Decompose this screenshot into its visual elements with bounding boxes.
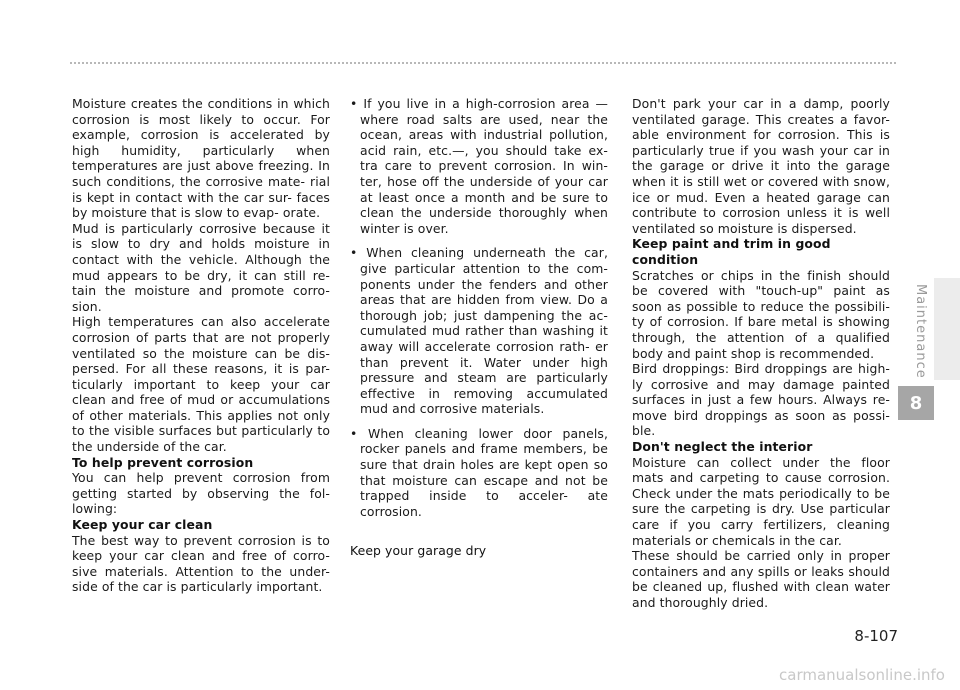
top-divider xyxy=(70,62,896,64)
paragraph-mud: Mud is particularly corrosive because it is slow to dry and holds moisture in contact with the vehicle. Although the mud appears to be dry, it can still re- tain the moisture and promote corro- sion. xyxy=(72,220,330,314)
bullet-cleaning-underneath: • When cleaning underneath the car, give particular attention to the com- ponents under the fenders and other areas that are hidden from view. Do a thorough job; just dampening the ac- cumulated mud rather than washing it away will accelerate corrosion rath- er than prevent it. Water under high pressure and steam are particularly effective in removing accumulated mud and corrosive materials. xyxy=(350,245,608,417)
chapter-number-badge: 8 xyxy=(898,386,934,420)
paragraph-bird-droppings: Bird droppings: Bird droppings are high- ly corrosive and may damage painted surfaces in just a few hours. Always re- move bird droppings as soon as possi- ble. xyxy=(632,361,890,439)
text-column-left xyxy=(72,96,330,595)
bullet-high-corrosion-area: • If you live in a high-corrosion area — where road salts are used, near the ocean, areas with industrial pollution, acid rain, etc.—, you should take ex- tra care to prevent corrosion. In win- ter, hose off the underside of your car at least once a month and be sure to clean the underside thoroughly when winter is over. xyxy=(350,96,608,236)
section-tab xyxy=(934,278,960,380)
paragraph-floor-mats: Moisture can collect under the floor mats and carpeting to cause corrosion. Check under the mats periodically to be sure the carpeting is dry. Use particular care if you carry fertilizers, cleaning materials or chemicals in the car. xyxy=(632,454,890,548)
page-number: 8-107 xyxy=(854,627,898,645)
heading-garage-dry: Keep your garage dry xyxy=(350,543,487,559)
heading-prevent-corrosion: To help prevent corrosion xyxy=(72,454,254,470)
paragraph-moisture: Moisture creates the conditions in which corrosion is most likely to occur. For example, corrosion is accelerated by high humidity, particularly when temperatures are just above freezing. In such conditions, the corrosive mate- rial is kept in contact with the car sur- faces by moisture that is slow to evap- orate. xyxy=(72,96,330,221)
section-label: Maintenance xyxy=(913,284,928,379)
paragraph-keep-clean: The best way to prevent corrosion is to keep your car clean and free of corro- sive materials. Attention to the under- side of the car is particularly important. xyxy=(72,532,330,595)
heading-paint-trim: Keep paint and trim in good condition xyxy=(632,236,831,267)
paragraph-garage: Don't park your car in a damp, poorly ventilated garage. This creates a favor- able environment for corrosion. This is particularly true if you wash your car in the garage or drive it into the garage when it is still wet or covered with snow, ice or mud. Even a heated garage can contribute to corrosion unless it is well ventilated so moisture is dispersed. xyxy=(632,96,890,236)
bullet-lower-door-panels: • When cleaning lower door panels, rocker panels and frame members, be sure that drain holes are kept open so that moisture can escape and not be trapped inside to acceler- ate corrosion. xyxy=(350,425,608,519)
heading-keep-car-clean: Keep your car clean xyxy=(72,517,213,533)
paragraph-high-temperatures: High temperatures can also accelerate corrosion of parts that are not properly ventilated so the moisture can be dis- persed. For all these reasons, it is par- ticularly important to keep your car clean and free of mud or accumulations of other materials. This applies not only to the visible surfaces but particularly to the underside of the car. xyxy=(72,314,330,455)
heading-interior: Don't neglect the interior xyxy=(632,439,813,455)
paragraph-scratches: Scratches or chips in the finish should be covered with "touch-up" paint as soon as possible to reduce the possibili- ty of corrosion. If bare metal is showing through, the attention of a qualified body and paint shop is recommended. xyxy=(632,267,890,361)
paragraph-containers: These should be carried only in proper containers and any spills or leaks should be cleaned up, flushed with clean water and thoroughly dried. xyxy=(632,548,890,610)
text-column-middle xyxy=(350,96,608,559)
watermark: carmanualsonline.info xyxy=(779,666,945,684)
paragraph-prevent-intro: You can help prevent corrosion from getting started by observing the fol- lowing: xyxy=(72,470,330,517)
text-column-right xyxy=(632,96,890,611)
